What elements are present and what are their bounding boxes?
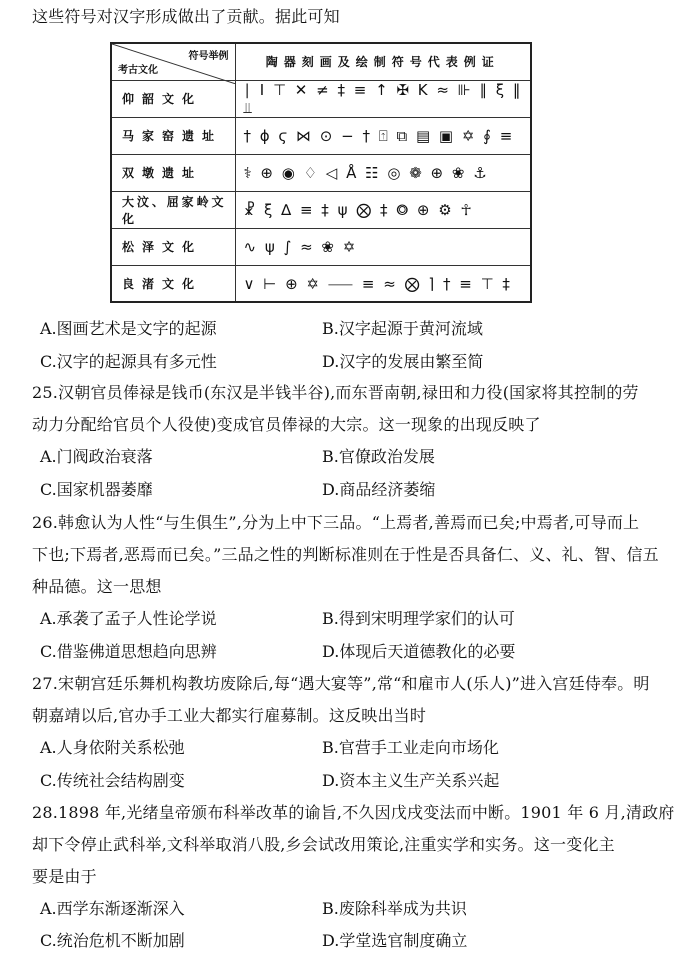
q24-option-c[interactable]: C.汉字的起源具有多元性 (40, 352, 217, 371)
table-row (111, 228, 531, 265)
glyph-cell: ∨ ⊢ ⊕ ✡ ⸺ ≡ ≈ ⨂ ⌉ † ≡ ⊤ ‡ (235, 265, 531, 302)
table-header-row (111, 43, 531, 80)
culture-cell: 双墩遗址 (111, 154, 235, 191)
q25-option-a[interactable]: A.门阀政治衰落 (40, 447, 153, 466)
q28-stem-line-3: 要是由于 (32, 867, 97, 886)
table-row (111, 191, 531, 228)
header-archaeological-culture: 考古文化 (118, 64, 158, 76)
q26-option-c[interactable]: C.借鉴佛道思想趋向思辨 (40, 642, 217, 661)
q24-option-a[interactable]: A.图画艺术是文字的起源 (40, 319, 217, 338)
q25-stem-line-1: 25.汉朝官员俸禄是钱币(东汉是半钱半谷),而东晋南朝,禄田和力役(国家将其控制的劳 (32, 383, 639, 402)
culture-cell: 大汶、屈家岭文化 (111, 191, 235, 228)
q27-option-c[interactable]: C.传统社会结构剧变 (40, 771, 185, 790)
q27-option-d[interactable]: D.资本主义生产关系兴起 (322, 771, 500, 790)
q27-stem-line-1: 27.宋朝宫廷乐舞机构教坊废除后,每“遇大宴等”,常“和雇市人(乐人)”进入宫廷侍奉。明 (32, 674, 650, 693)
culture-cell: 松泽文化 (111, 228, 235, 265)
glyph-cell: ∣ Ι ⊤ ✕ ≠ ‡ ≡ ↑ ✠ K ≈ ⊪ ∥ ξ ‖ ⫫ (235, 80, 531, 117)
header-main: 陶器刻画及绘制符号代表例证 (235, 43, 531, 80)
table-row (111, 80, 531, 117)
q28-stem-line-2: 却下令停止武科举,文科举取消八股,乡会试改用策论,注重实学和实务。这一变化主 (32, 835, 615, 854)
q24-option-d[interactable]: D.汉字的发展由繁至简 (322, 352, 484, 371)
q28-option-b[interactable]: B.废除科举成为共识 (322, 899, 467, 918)
q28-stem-line-1: 28.1898 年,光绪皇帝颁布科举改革的谕旨,不久因戊戌变法而中断。1901 年 6 月,清政府 (32, 803, 675, 822)
glyph-cell: † ϕ ϛ ⋈ ⊙ − † ⍐ ⧉ ▤ ▣ ✡ ∮ ≡ (235, 117, 531, 154)
q27-option-a[interactable]: A.人身依附关系松弛 (40, 738, 185, 757)
q26-option-a[interactable]: A.承袭了孟子人性论学说 (40, 609, 217, 628)
table-header-diagonal (111, 43, 235, 80)
glyph-cell: ⚕ ⊕ ◉ ♢ ◁ Å ☷ ◎ ❁ ⊕ ❀ ⚓ (235, 154, 531, 191)
q25-option-d[interactable]: D.商品经济萎缩 (322, 480, 436, 499)
table-row (111, 117, 531, 154)
q26-option-d[interactable]: D.体现后天道德教化的必要 (322, 642, 516, 661)
glyph-cell: ☧ ξ ∆ ≡ ‡ ψ ⨂ ‡ ⭗ ⊕ ⚙ ☥ (235, 191, 531, 228)
culture-cell: 马家窑遗址 (111, 117, 235, 154)
q25-option-b[interactable]: B.官僚政治发展 (322, 447, 435, 466)
q27-option-b[interactable]: B.官营手工业走向市场化 (322, 738, 499, 757)
q28-option-d[interactable]: D.学堂选官制度确立 (322, 931, 468, 950)
q25-option-c[interactable]: C.国家机器萎靡 (40, 480, 153, 499)
q26-option-b[interactable]: B.得到宋明理学家们的认可 (322, 609, 515, 628)
glyph-cell: ∿ ψ ∫ ≈ ❀ ✡ (235, 228, 531, 265)
q26-stem-line-1: 26.韩愈认为人性“与生俱生”,分为上中下三品。“上焉者,善焉而已矣;中焉者,可导而上 (32, 513, 640, 532)
table-row (111, 265, 531, 302)
culture-cell: 仰韶文化 (111, 80, 235, 117)
culture-cell: 良渚文化 (111, 265, 235, 302)
q28-option-c[interactable]: C.统治危机不断加剧 (40, 931, 185, 950)
symbol-table (110, 42, 532, 303)
q26-stem-line-2: 下也;下焉者,恶焉而已矣。”三品之性的判断标准则在于性是否具备仁、义、礼、智、信五 (32, 545, 659, 564)
q24-option-b[interactable]: B.汉字起源于黄河流域 (322, 319, 483, 338)
q26-stem-line-3: 种品德。这一思想 (32, 577, 162, 596)
q25-stem-line-2: 动力分配给官员个人役使)变成官员俸禄的大宗。这一现象的出现反映了 (32, 415, 541, 434)
table-row (111, 154, 531, 191)
q27-stem-line-2: 朝嘉靖以后,官办手工业大都实行雇募制。这反映出当时 (32, 706, 427, 725)
intro-text: 这些符号对汉字形成做出了贡献。据此可知 (32, 7, 340, 26)
header-symbol-examples: 符号举例 (188, 51, 229, 62)
q28-option-a[interactable]: A.西学东渐逐渐深入 (40, 899, 185, 918)
